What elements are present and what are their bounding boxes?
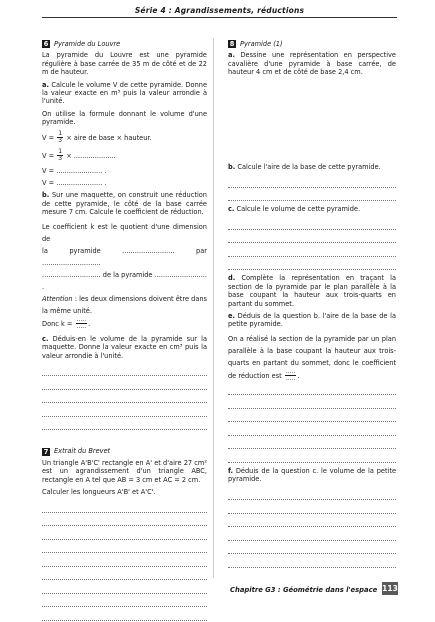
question-letter: c. <box>42 334 49 343</box>
question-c <box>42 335 207 360</box>
fraction-denominator: 3 <box>58 137 63 145</box>
answer-line[interactable] <box>42 391 207 404</box>
fraction-numerator: ..... <box>76 315 87 323</box>
answer-line[interactable] <box>228 528 396 541</box>
k-fraction <box>76 317 88 331</box>
attention-label: Attention <box>42 294 73 303</box>
coefficient-line-3: ............................ de la pyramide ......................... . <box>42 270 207 291</box>
fraction-one-third <box>57 131 63 145</box>
donc-k-line: Donc k = $\frac{.....}{.....}$ . <box>42 315 91 331</box>
question-letter: a. <box>42 80 49 89</box>
formula-lhs: V = <box>42 133 55 142</box>
reduction-text: On a réalisé la section de la pyramide par un plan parallèle à la base coupant la hauteur aux trois-quarts en partant du sommet, donc le coefficient de réduction est $\frac{.....}{.....}$ . <box>228 334 396 383</box>
exercise-number-badge: 8 <box>229 40 235 49</box>
answer-line[interactable] <box>42 527 207 540</box>
question-text: Dessine une représentation en perspective cavalière d'une pyramide à base carrée, de hauteur 4 cm et de côté de base 2,4 cm. <box>228 51 396 77</box>
answer-line[interactable] <box>228 175 396 188</box>
answer-line[interactable] <box>228 383 396 396</box>
answer-line[interactable] <box>228 450 396 463</box>
donc-k-label: Donc k = <box>42 319 73 328</box>
running-header: Série 4 : Agrandissements, réductions <box>134 6 305 15</box>
question-e <box>228 312 396 329</box>
answer-line[interactable] <box>228 501 396 514</box>
page-number: 113 <box>382 584 398 593</box>
answer-line[interactable] <box>228 410 396 423</box>
answer-line[interactable] <box>42 364 207 377</box>
fraction-denominator: ..... <box>76 323 87 331</box>
question-text: Déduis de la question c. le volume de la petite pyramide. <box>228 466 396 484</box>
answer-line[interactable] <box>228 437 396 450</box>
column-divider <box>213 38 214 578</box>
exercise-question: Calculer les longueurs A'B' et A'C'. <box>42 488 156 497</box>
question-letter: b. <box>42 191 50 200</box>
left-column <box>42 40 207 622</box>
exercise-number-badge: 7 <box>43 447 49 456</box>
question-letter: d. <box>228 274 236 283</box>
reduction-fraction <box>285 369 297 383</box>
fraction-numerator: 1 <box>58 147 63 155</box>
answer-line[interactable] <box>42 568 207 581</box>
answer-line[interactable] <box>42 608 207 621</box>
formula-intro: On utilise la formule donnant le volume d'une pyramide. <box>42 109 207 127</box>
formula-line-1 <box>42 131 207 145</box>
formula-line-2 <box>42 149 207 163</box>
attention-text: : les deux dimensions doivent être dans la même unité. <box>42 294 207 315</box>
formula-line-3: V = ...................... . <box>42 166 107 175</box>
fraction-numerator: 1 <box>58 129 63 137</box>
question-text: Complète la représentation en traçant la section de la pyramide par le plan parallèle à la base coupant la hauteur aux trois-quarts en partant du sommet. <box>228 274 396 308</box>
question-f <box>228 467 396 484</box>
answer-line[interactable] <box>42 418 207 431</box>
question-letter: a. <box>228 51 235 60</box>
question-text: Calcule le volume de cette pyramide. <box>236 205 361 214</box>
answer-line[interactable] <box>228 258 396 271</box>
question-text: Sur une maquette, on construit une réduction de cette pyramide, le côté de la base carrée mesure 7 cm. Calcule le coefficient de réduction. <box>42 191 207 217</box>
exercise-title: Extrait du Brevet <box>54 447 111 456</box>
question-d <box>228 274 396 308</box>
exercise-number-badge: 6 <box>43 40 49 49</box>
answer-line[interactable] <box>228 555 396 568</box>
answer-line[interactable] <box>42 581 207 594</box>
fraction-one-third <box>57 149 63 163</box>
question-text: Calcule l'aire de la base de cette pyramide. <box>237 162 381 171</box>
answer-lines <box>42 500 207 621</box>
exercise-title: Pyramide du Louvre <box>54 40 121 48</box>
question-text: Déduis-en le volume de la pyramide sur la maquette. Donne la valeur exacte en cm³ puis la valeur arrondie à l'unité. <box>42 334 207 360</box>
question-b <box>42 191 207 216</box>
question-text: Déduis de la question b. l'aire de la base de la petite pyramide. <box>228 312 396 329</box>
answer-line[interactable] <box>42 404 207 417</box>
formula-rhs: × aire de base × hauteur. <box>66 133 152 142</box>
header-rule <box>42 17 397 18</box>
answer-line[interactable] <box>228 488 396 501</box>
answer-line[interactable] <box>228 189 396 202</box>
answer-line[interactable] <box>228 244 396 257</box>
right-column <box>228 40 396 569</box>
answer-line[interactable] <box>42 377 207 390</box>
answer-line[interactable] <box>228 515 396 528</box>
question-b <box>228 163 396 171</box>
fraction-denominator: ..... <box>285 375 296 383</box>
attention-note <box>42 293 207 317</box>
question-text: Calcule le volume V de cette pyramide. Donne la valeur exacte en m³ puis la valeur arrondie à l'unité. <box>42 80 207 106</box>
exercise-intro: La pyramide du Louvre est une pyramide régulière à base carrée de 35 m de côté et de 22 m de hauteur. <box>42 51 207 77</box>
answer-line[interactable] <box>42 595 207 608</box>
formula-line-4: V = ...................... . <box>42 179 107 188</box>
question-letter: b. <box>228 162 236 171</box>
question-a <box>228 51 396 76</box>
coefficient-line-1: Le coefficient k est le quotient d'une dimension de <box>42 222 207 243</box>
answer-line[interactable] <box>42 514 207 527</box>
answer-line[interactable] <box>228 231 396 244</box>
answer-line[interactable] <box>42 554 207 567</box>
exercise-title: Pyramide (1) <box>240 40 283 48</box>
exercise-intro: Un triangle A'B'C' rectangle en A' et d'aire 27 cm² est un agrandissement d'un triangle ABC, rectangle en A tel que AB = 3 cm et AC = 2 cm. <box>42 458 207 484</box>
fraction-denominator: 3 <box>58 155 63 163</box>
question-a <box>42 81 207 106</box>
answer-line[interactable] <box>228 542 396 555</box>
question-letter: f. <box>228 466 234 475</box>
answer-line[interactable] <box>228 217 396 230</box>
answer-line[interactable] <box>42 541 207 554</box>
drawing-area[interactable] <box>228 81 396 163</box>
chapter-footer: Chapitre G3 : Géométrie dans l'espace <box>230 586 378 594</box>
answer-line[interactable] <box>228 423 396 436</box>
question-letter: e. <box>228 312 235 321</box>
answer-line[interactable] <box>228 396 396 409</box>
answer-lines <box>42 364 207 431</box>
formula-lhs: V = <box>42 151 55 160</box>
reduction-sentence: On a réalisé la section de la pyramide par un plan parallèle à la base coupant la hauteur aux trois-quarts en partant du sommet, donc le coefficient de réduction est <box>228 334 396 380</box>
exercise-8-heading <box>228 40 396 48</box>
exercise-7-heading <box>42 447 207 455</box>
formula-rhs: × .................... <box>66 151 116 160</box>
question-c <box>228 205 396 213</box>
exercise-6-heading <box>42 40 207 48</box>
coefficient-line-2: la pyramide ......................... par ............................ <box>42 246 207 267</box>
fraction-numerator: ..... <box>285 367 296 375</box>
question-letter: c. <box>228 205 235 214</box>
answer-line[interactable] <box>42 500 207 513</box>
